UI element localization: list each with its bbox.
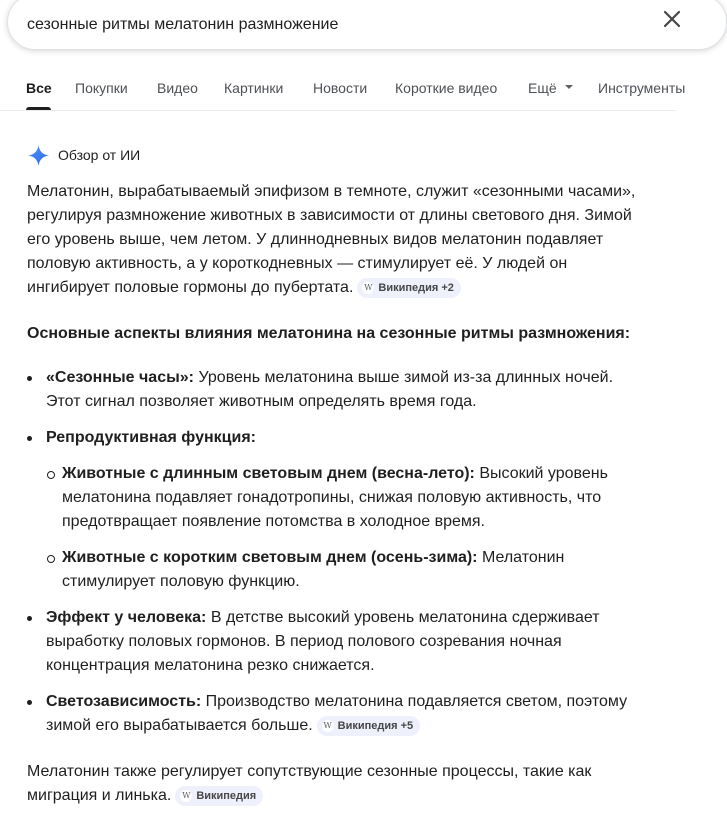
search-tabs [0,66,686,110]
list-item [27,690,647,738]
source-chip[interactable] [317,716,421,736]
intro-text: Мелатонин, вырабатываемый эпифизом в темноте, служит «сезонными часами», регулируя размножение животных в зависимости от длины светового дня. Зимой его уровень выше, чем летом. У длиннодневных видов мелатонин подавляет половую активность, а у короткодневных — стимулирует её. У людей он ингибирует половые гормоны до пубертата. [27,183,636,296]
ai-overview-header [27,142,140,168]
intro-paragraph [27,180,647,300]
tab-shopping[interactable]: Покупки [75,80,128,96]
closing-text: Мелатонин также регулирует сопутствующие сезонные процессы, такие как миграция и линька. [27,763,592,804]
sub-list-item [46,462,647,534]
ai-overview-content [27,180,647,830]
closing-paragraph [27,760,647,808]
ai-overview-title: Обзор от ИИ [58,147,141,163]
sub-item-title: Животные с коротким световым днем (осень-зима): [62,549,478,566]
caret-down-icon [565,85,573,89]
bullet-text: Уровень мелатонина выше зимой из-за длинных ночей. Этот сигнал позволяет животным определять время года. [46,369,614,410]
source-chip-label: Википедия [196,790,257,802]
sparkle-icon [27,144,50,167]
source-chip-label: Википедия +2 [378,282,454,294]
tab-all[interactable]: Все [26,80,52,96]
bullet-title: Светозависимость: [46,693,202,710]
source-chip-label: Википедия +5 [337,720,414,732]
source-chip[interactable] [357,278,461,298]
tab-more[interactable] [528,80,573,96]
tab-more-label: Ещё [528,80,557,96]
sub-item-text: Высокий уровень мелатонина подавляет гонадотропины, снижая половую активность, что предотвращает появление потомства в холодное время. [62,465,608,530]
wikipedia-icon: W [364,283,373,292]
bullet-title: Репродуктивная функция: [46,429,256,446]
list-item [27,426,647,594]
tabs-divider [0,110,676,111]
bullet-title: Эффект у человека: [46,609,207,626]
tab-tools[interactable]: Инструменты [598,80,686,96]
tab-news[interactable]: Новости [313,80,368,96]
tab-short-videos[interactable]: Короткие видео [395,80,498,96]
list-item [27,366,647,414]
bullet-list [27,366,647,738]
sub-item-title: Животные с длинным световым днем (весна-лето): [62,465,475,482]
bullet-text: Производство мелатонина подавляется светом, поэтому зимой его вырабатывается больше. [46,693,628,734]
source-chip[interactable] [175,786,263,806]
list-item [27,606,647,678]
search-bar[interactable] [7,0,727,50]
bullet-text: В детстве высокий уровень мелатонина сдерживает выработку половых гормонов. В период полового созревания ночная концентрация мелатонина резко снижается. [46,609,600,674]
section-heading: Основные аспекты влияния мелатонина на сезонные ритмы размножения: [27,325,631,342]
tab-video[interactable]: Видео [157,80,198,96]
bullet-title: «Сезонные часы»: [46,369,194,386]
sub-list-item [46,546,647,594]
wikipedia-icon: W [323,721,332,730]
search-input[interactable]: сезонные ритмы мелатонин размножение [27,16,339,33]
tab-images[interactable]: Картинки [224,80,284,96]
sub-list [46,462,647,594]
sub-item-text: Мелатонин стимулирует половую функцию. [62,549,565,590]
wikipedia-icon: W [182,791,191,800]
close-icon[interactable] [660,7,684,31]
